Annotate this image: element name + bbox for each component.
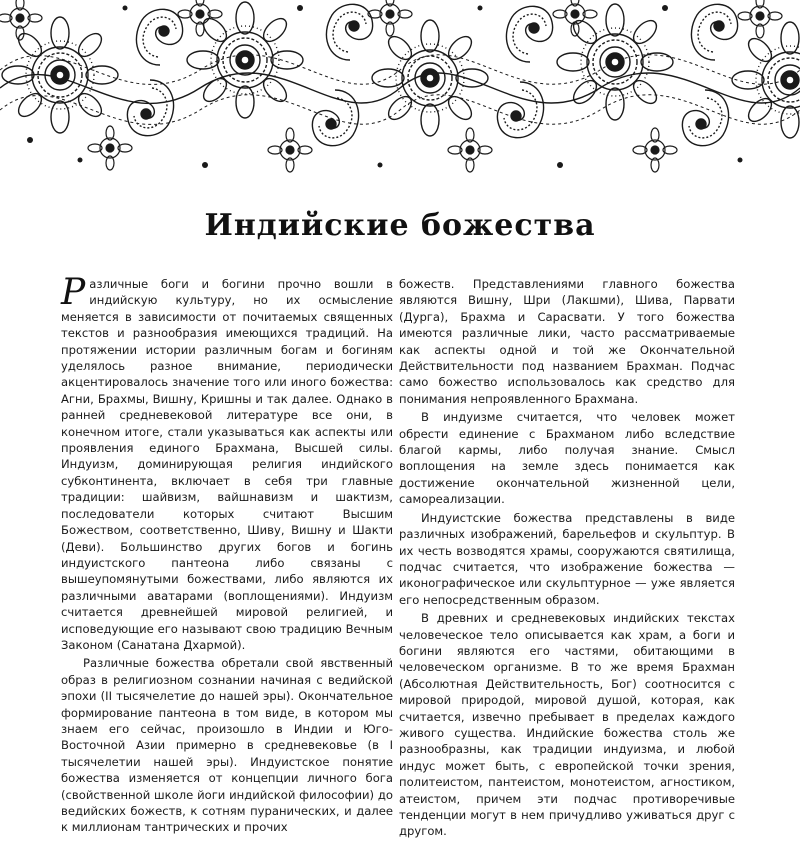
article-right-column	[399, 276, 735, 842]
article-paragraph: В древних и средневековых индийских текстах человеческое тело описывается как храм, а боги и богини являются его частями, обитающими в человеческом организме. В то же время Брахман (Абсолютная Действительность, Бог) соотносится с мировой природой, мировой душой, которая, как считается, извечно пребывает в пределах каждого живого существа. Индийские божества столь же разнообразны, как традиции индуизма, и любой индус может быть, с европейской точки зрения, политеистом, пантеистом, монотеистом, агностиком, атеистом, причем эти подчас противоречивые тенденции могут в нем причудливо уживаться друг с другом.	[399, 611, 735, 839]
article-paragraph: божеств. Представлениями главного божества являются Вишну, Шри (Лакшми), Шива, Парвати (Дурга), Брахма и Сарасвати. У того божества имеются различные лики, часто рассматриваемые как аспекты одной и той же Окончательной Действительности под названием Брахман. Подчас само божество использовалось как средство для понимания непроявленного Брахмана.	[399, 277, 735, 406]
article-paragraph	[61, 272, 393, 653]
drop-cap: Р	[61, 272, 86, 313]
article-paragraph: В индуизме считается, что человек может обрести единение с Брахманом либо вследствие благой кармы, либо получая знание. Смысл воплощения на земле здесь понимается как достижение окончательной жизненной цели, самореализации.	[399, 410, 735, 507]
decorative-ornament-border	[0, 0, 800, 175]
article-paragraph: Различные божества обретали свой явственный образ в религиозном сознании начиная с ведийской эпохи (II тысячелетие до нашей эры). Окончательное формирование пантеона в том виде, в котором мы знаем его сейчас, произошло в Индии и Юго-Восточной Азии примерно в средневековье (в I тысячелетии нашей эры). Индуистское понятие божества изменяется от концепции личного бога (свойственной школе йоги индийской философии) до ведийских божеств, к сотням пуранических, и далее к миллионам тантрических и прочих	[61, 656, 393, 835]
page-title: Индийские божества	[204, 208, 596, 243]
article-paragraph: Индуистские божества представлены в виде различных изображений, барельефов и скульптур. В их честь возводятся храмы, сооружаются святилища, подчас считается, что изображение божества — иконографическое или скульптурное — уже является его непосредственным образом.	[399, 510, 735, 607]
article-left-column	[61, 272, 393, 838]
paisley-ornament-graphic	[0, 0, 800, 175]
paragraph-text: азличные боги и богини прочно вошли в индийскую культуру, но их осмысление меняется в зависимости от почитаемых священных текстов и разнообразия имеющихся традиций. На протяжении истории различным богам и богиням уделялось разное внимание, периодически акцентировалось значение того или иного божества: Агни, Брахмы, Вишну, Кришны и так далее. Однако в ранней средневековой литературе все они, в конечном итоге, стали указываться как аспекты или проявления единого Брахмана, Высшей силы. Индуизм, доминирующая религия индийского субконтинента, включает в себя три главные традиции: шайвизм, вайшнавизм и шактизм, последователи которых считают Высшим Божеством, соответственно, Шиву, Вишну и Шакти (Деви). Большинство других богов и богинь индуистского пантеона либо связаны с вышеупомянутыми божествами, либо являются их различными аватарами (воплощениями). Индуизм считается древнейшей мировой религией, и исповедующие его называют свою традицию Вечным Законом (Санатана Дхармой).	[61, 277, 393, 652]
